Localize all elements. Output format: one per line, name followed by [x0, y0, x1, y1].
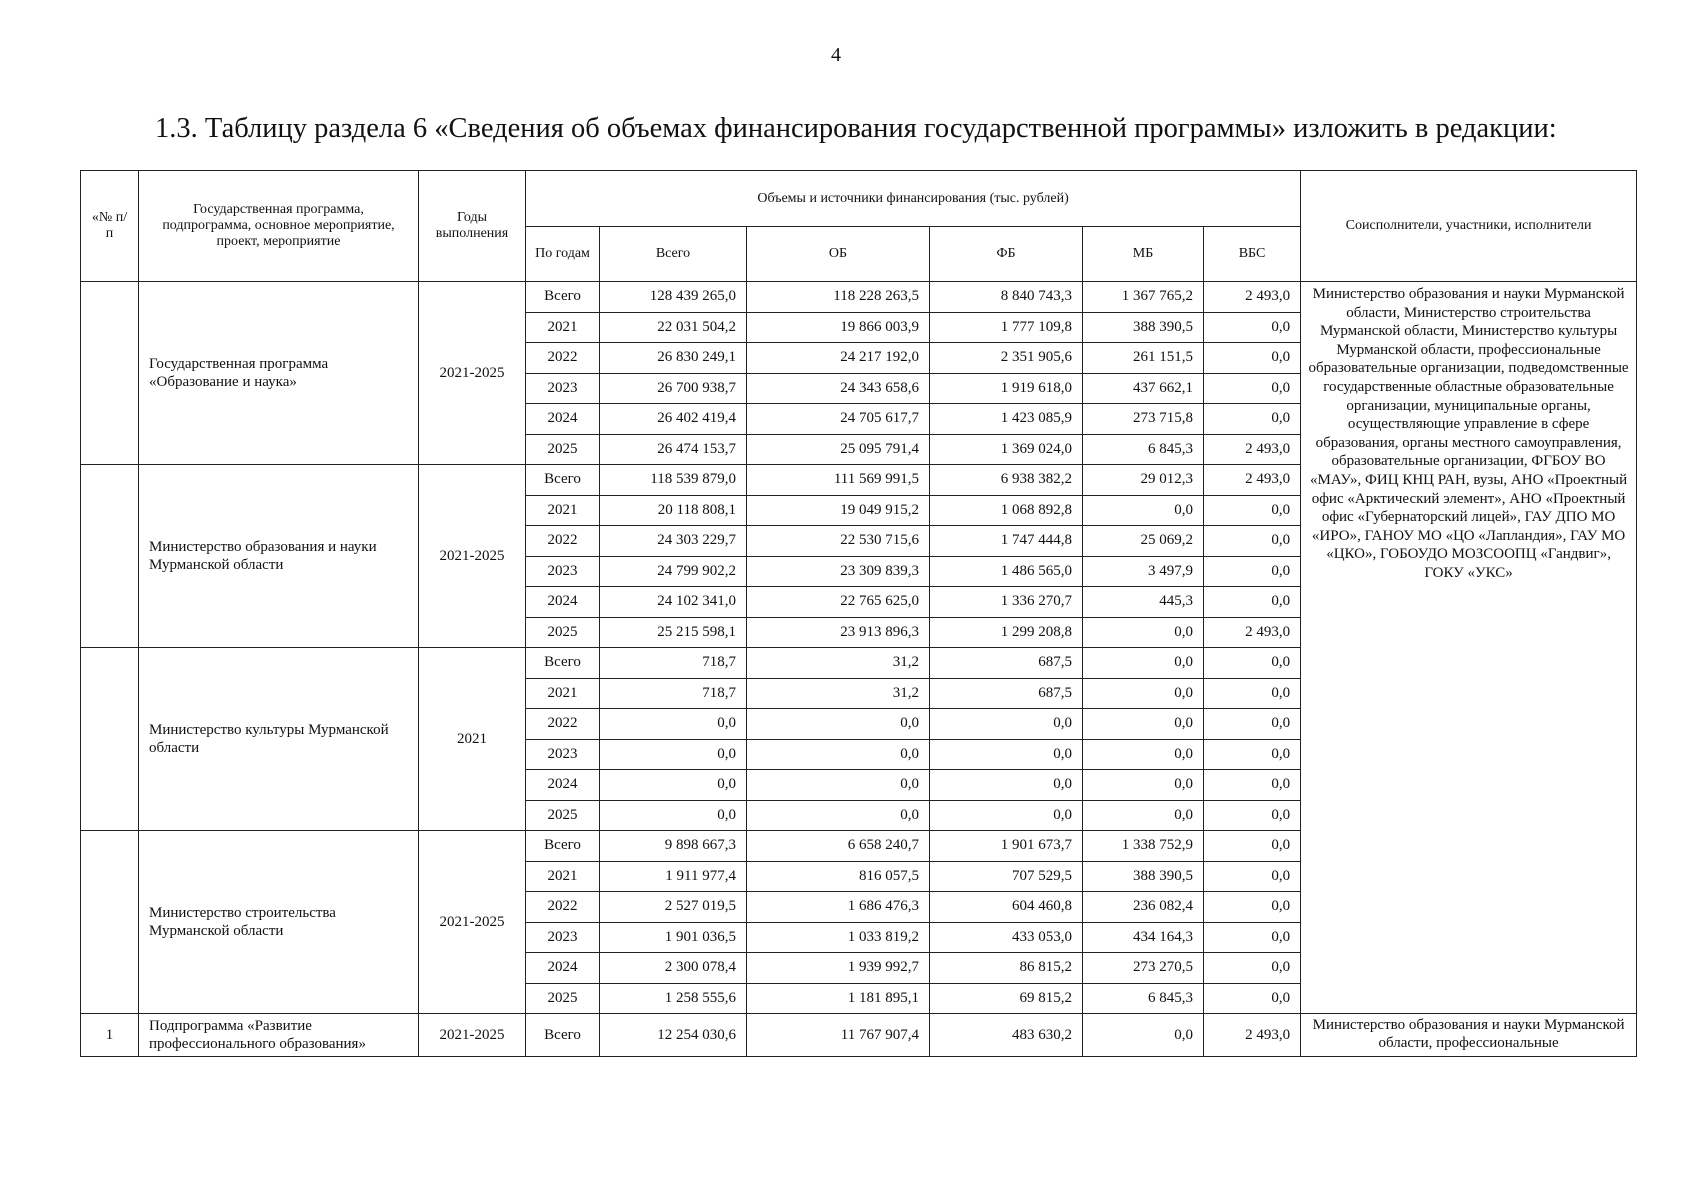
year-cell: Всего: [526, 1014, 600, 1057]
value-ob: 31,2: [747, 648, 930, 679]
header-vbs: ВБС: [1204, 227, 1301, 282]
value-fb: 1 919 618,0: [930, 373, 1083, 404]
value-total: 2 300 078,4: [600, 953, 747, 984]
value-ob: 1 939 992,7: [747, 953, 930, 984]
value-vbs: 0,0: [1204, 709, 1301, 740]
year-cell: 2022: [526, 892, 600, 923]
value-vbs: 0,0: [1204, 587, 1301, 618]
value-fb: 0,0: [930, 770, 1083, 801]
year-cell: Всего: [526, 282, 600, 313]
year-cell: 2023: [526, 373, 600, 404]
value-total: 24 102 341,0: [600, 587, 747, 618]
year-cell: 2024: [526, 953, 600, 984]
value-ob: 24 705 617,7: [747, 404, 930, 435]
value-mb: 273 715,8: [1083, 404, 1204, 435]
value-total: 1 901 036,5: [600, 922, 747, 953]
row-number: [81, 831, 139, 1014]
value-total: 118 539 879,0: [600, 465, 747, 496]
year-cell: 2023: [526, 739, 600, 770]
value-fb: 707 529,5: [930, 861, 1083, 892]
year-cell: Всего: [526, 648, 600, 679]
value-vbs: 0,0: [1204, 495, 1301, 526]
year-cell: 2023: [526, 556, 600, 587]
value-ob: 816 057,5: [747, 861, 930, 892]
value-fb: 1 336 270,7: [930, 587, 1083, 618]
value-mb: 445,3: [1083, 587, 1204, 618]
value-total: 1 911 977,4: [600, 861, 747, 892]
value-ob: 118 228 263,5: [747, 282, 930, 313]
value-mb: 0,0: [1083, 709, 1204, 740]
value-mb: 0,0: [1083, 739, 1204, 770]
year-cell: 2021: [526, 861, 600, 892]
value-mb: 0,0: [1083, 648, 1204, 679]
value-vbs: 2 493,0: [1204, 465, 1301, 496]
value-total: 718,7: [600, 678, 747, 709]
header-fb: ФБ: [930, 227, 1083, 282]
value-mb: 6 845,3: [1083, 434, 1204, 465]
program-name: Министерство культуры Мурманской области: [139, 648, 419, 831]
value-vbs: 0,0: [1204, 831, 1301, 862]
row-number: 1: [81, 1014, 139, 1057]
value-ob: 25 095 791,4: [747, 434, 930, 465]
header-mb: МБ: [1083, 227, 1204, 282]
year-cell: 2024: [526, 770, 600, 801]
value-mb: 6 845,3: [1083, 983, 1204, 1014]
value-vbs: 0,0: [1204, 953, 1301, 984]
value-fb: 0,0: [930, 800, 1083, 831]
year-cell: 2022: [526, 343, 600, 374]
value-total: 22 031 504,2: [600, 312, 747, 343]
value-vbs: 2 493,0: [1204, 1014, 1301, 1057]
value-mb: 0,0: [1083, 770, 1204, 801]
table-row: [81, 282, 1637, 313]
value-vbs: 0,0: [1204, 343, 1301, 374]
execution-years: 2021: [419, 648, 526, 831]
value-fb: 0,0: [930, 709, 1083, 740]
funding-table: [80, 170, 1637, 1057]
document-heading: 1.3. Таблицу раздела 6 «Сведения об объемах финансирования государственной программы» изложить в редакции:: [155, 113, 1557, 144]
value-fb: 433 053,0: [930, 922, 1083, 953]
header-name: Государственная программа, подпрограмма, основное мероприятие, проект, мероприятие: [139, 171, 419, 282]
value-ob: 11 767 907,4: [747, 1014, 930, 1057]
value-mb: 0,0: [1083, 1014, 1204, 1057]
value-total: 0,0: [600, 709, 747, 740]
value-vbs: 0,0: [1204, 648, 1301, 679]
value-mb: 273 270,5: [1083, 953, 1204, 984]
year-cell: 2025: [526, 983, 600, 1014]
value-total: 9 898 667,3: [600, 831, 747, 862]
value-fb: 8 840 743,3: [930, 282, 1083, 313]
value-vbs: 0,0: [1204, 892, 1301, 923]
year-cell: 2021: [526, 312, 600, 343]
year-cell: 2023: [526, 922, 600, 953]
value-fb: 1 299 208,8: [930, 617, 1083, 648]
value-vbs: 0,0: [1204, 861, 1301, 892]
value-mb: 0,0: [1083, 678, 1204, 709]
program-name: Подпрограмма «Развитие профессионального образования»: [139, 1014, 419, 1057]
row-number: [81, 465, 139, 648]
header-years: Годы выполнения: [419, 171, 526, 282]
value-ob: 19 049 915,2: [747, 495, 930, 526]
table-row: [81, 1014, 1637, 1057]
value-fb: 1 777 109,8: [930, 312, 1083, 343]
value-vbs: 0,0: [1204, 556, 1301, 587]
year-cell: 2025: [526, 434, 600, 465]
value-total: 25 215 598,1: [600, 617, 747, 648]
value-fb: 687,5: [930, 678, 1083, 709]
value-ob: 6 658 240,7: [747, 831, 930, 862]
value-mb: 1 367 765,2: [1083, 282, 1204, 313]
value-fb: 483 630,2: [930, 1014, 1083, 1057]
executors-cell: Министерство образования и науки Мурманской области, профессиональные: [1301, 1014, 1637, 1057]
value-fb: 0,0: [930, 739, 1083, 770]
program-name: Министерство строительства Мурманской области: [139, 831, 419, 1014]
value-ob: 1 181 895,1: [747, 983, 930, 1014]
header-funding-group: Объемы и источники финансирования (тыс. рублей): [526, 171, 1301, 227]
header-num: «№ п/п: [81, 171, 139, 282]
value-ob: 24 217 192,0: [747, 343, 930, 374]
value-ob: 1 686 476,3: [747, 892, 930, 923]
year-cell: 2021: [526, 495, 600, 526]
value-vbs: 0,0: [1204, 922, 1301, 953]
value-mb: 388 390,5: [1083, 861, 1204, 892]
value-vbs: 0,0: [1204, 404, 1301, 435]
year-cell: 2025: [526, 617, 600, 648]
value-ob: 22 530 715,6: [747, 526, 930, 557]
value-fb: 86 815,2: [930, 953, 1083, 984]
year-cell: 2022: [526, 526, 600, 557]
execution-years: 2021-2025: [419, 282, 526, 465]
value-total: 12 254 030,6: [600, 1014, 747, 1057]
year-cell: 2024: [526, 404, 600, 435]
value-total: 26 402 419,4: [600, 404, 747, 435]
value-mb: 437 662,1: [1083, 373, 1204, 404]
program-name: Государственная программа «Образование и наука»: [139, 282, 419, 465]
value-fb: 1 486 565,0: [930, 556, 1083, 587]
value-fb: 687,5: [930, 648, 1083, 679]
value-fb: 1 369 024,0: [930, 434, 1083, 465]
value-fb: 1 747 444,8: [930, 526, 1083, 557]
header-executors: Соисполнители, участники, исполнители: [1301, 171, 1637, 282]
program-name: Министерство образования и науки Мурманской области: [139, 465, 419, 648]
value-total: 26 830 249,1: [600, 343, 747, 374]
value-vbs: 2 493,0: [1204, 282, 1301, 313]
value-total: 0,0: [600, 770, 747, 801]
value-fb: 69 815,2: [930, 983, 1083, 1014]
value-ob: 0,0: [747, 739, 930, 770]
row-number: [81, 282, 139, 465]
value-vbs: 0,0: [1204, 373, 1301, 404]
value-vbs: 0,0: [1204, 312, 1301, 343]
value-mb: 25 069,2: [1083, 526, 1204, 557]
value-vbs: 0,0: [1204, 983, 1301, 1014]
value-total: 0,0: [600, 800, 747, 831]
value-total: 24 303 229,7: [600, 526, 747, 557]
value-mb: 261 151,5: [1083, 343, 1204, 374]
value-ob: 19 866 003,9: [747, 312, 930, 343]
value-ob: 0,0: [747, 770, 930, 801]
header-by-year: По годам: [526, 227, 600, 282]
year-cell: 2024: [526, 587, 600, 618]
value-ob: 23 309 839,3: [747, 556, 930, 587]
value-ob: 22 765 625,0: [747, 587, 930, 618]
value-total: 2 527 019,5: [600, 892, 747, 923]
year-cell: Всего: [526, 465, 600, 496]
value-ob: 23 913 896,3: [747, 617, 930, 648]
value-total: 0,0: [600, 739, 747, 770]
value-fb: 6 938 382,2: [930, 465, 1083, 496]
value-total: 718,7: [600, 648, 747, 679]
execution-years: 2021-2025: [419, 465, 526, 648]
value-mb: 1 338 752,9: [1083, 831, 1204, 862]
header-ob: ОБ: [747, 227, 930, 282]
value-mb: 236 082,4: [1083, 892, 1204, 923]
value-mb: 0,0: [1083, 495, 1204, 526]
value-mb: 0,0: [1083, 617, 1204, 648]
value-ob: 0,0: [747, 709, 930, 740]
year-cell: 2025: [526, 800, 600, 831]
value-ob: 31,2: [747, 678, 930, 709]
year-cell: 2022: [526, 709, 600, 740]
value-total: 26 474 153,7: [600, 434, 747, 465]
value-total: 20 118 808,1: [600, 495, 747, 526]
header-total: Всего: [600, 227, 747, 282]
value-vbs: 0,0: [1204, 770, 1301, 801]
value-vbs: 0,0: [1204, 526, 1301, 557]
execution-years: 2021-2025: [419, 1014, 526, 1057]
value-ob: 24 343 658,6: [747, 373, 930, 404]
value-total: 26 700 938,7: [600, 373, 747, 404]
value-fb: 1 423 085,9: [930, 404, 1083, 435]
value-vbs: 0,0: [1204, 678, 1301, 709]
value-fb: 2 351 905,6: [930, 343, 1083, 374]
value-fb: 604 460,8: [930, 892, 1083, 923]
value-ob: 1 033 819,2: [747, 922, 930, 953]
value-fb: 1 068 892,8: [930, 495, 1083, 526]
value-mb: 0,0: [1083, 800, 1204, 831]
executors-cell: Министерство образования и науки Мурманской области, Министерство строительства Мурманской области, Министерство культуры Мурманской области, профессиональные образовательные организации, подведомственные государственные областные образовательные организации, муниципальные органы, осуществляющие управление в сфере образования, органы местного самоуправления, образовательные организации, ФГБОУ ВО «МАУ», ФИЦ КНЦ РАН, вузы, АНО «Проектный офис «Арктический элемент», АНО «Проектный офис «Губернаторский лицей», ГАУ ДПО МО «ИРО», ГАНОУ МО «ЦО «Лапландия», ГАУ МО «ЦКО», ГОБОУДО МОЗСООПЦ «Гандвиг», ГОКУ «УКС»: [1301, 282, 1637, 1014]
value-total: 1 258 555,6: [600, 983, 747, 1014]
year-cell: Всего: [526, 831, 600, 862]
value-mb: 3 497,9: [1083, 556, 1204, 587]
value-mb: 434 164,3: [1083, 922, 1204, 953]
value-fb: 1 901 673,7: [930, 831, 1083, 862]
value-vbs: 2 493,0: [1204, 434, 1301, 465]
table-body: [81, 282, 1637, 1057]
value-vbs: 2 493,0: [1204, 617, 1301, 648]
value-mb: 29 012,3: [1083, 465, 1204, 496]
value-total: 128 439 265,0: [600, 282, 747, 313]
value-total: 24 799 902,2: [600, 556, 747, 587]
row-number: [81, 648, 139, 831]
value-ob: 111 569 991,5: [747, 465, 930, 496]
year-cell: 2021: [526, 678, 600, 709]
value-ob: 0,0: [747, 800, 930, 831]
page-number: 4: [831, 44, 841, 66]
execution-years: 2021-2025: [419, 831, 526, 1014]
value-vbs: 0,0: [1204, 739, 1301, 770]
value-mb: 388 390,5: [1083, 312, 1204, 343]
value-vbs: 0,0: [1204, 800, 1301, 831]
